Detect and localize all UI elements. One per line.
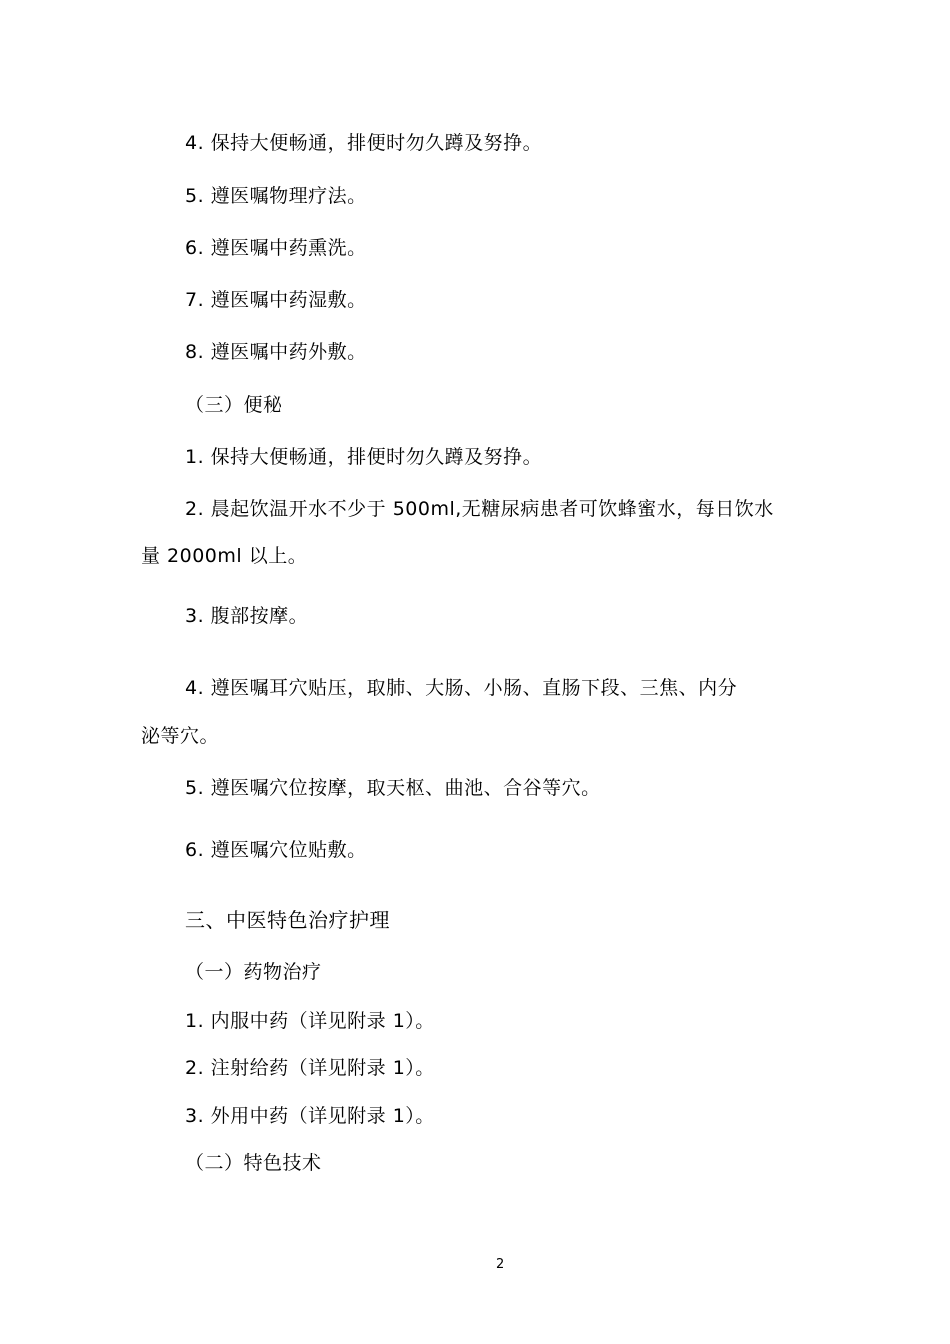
list-item-6-fumigation: 6. 遵医嘱中药熏洗。 [185,237,367,259]
drug-item-3: 3. 外用中药（详见附录 1）。 [185,1105,435,1127]
constipation-item-1: 1. 保持大便畅通，排便时勿久蹲及努挣。 [185,446,543,468]
subsection-heading-special-techniques: （二）特色技术 [185,1152,322,1174]
list-item-8-external-application: 8. 遵医嘱中药外敷。 [185,341,367,363]
constipation-item-4-line-2: 泌等穴。 [141,725,220,747]
page-number: 2 [496,1257,505,1272]
list-item-5-physiotherapy: 5. 遵医嘱物理疗法。 [185,185,367,207]
constipation-item-6: 6. 遵医嘱穴位贴敷。 [185,839,367,861]
subsection-heading-constipation: （三）便秘 [185,394,283,416]
drug-item-2: 2. 注射给药（详见附录 1）。 [185,1057,435,1079]
constipation-item-2-line-1: 2. 晨起饮温开水不少于 500ml,无糖尿病患者可饮蜂蜜水，每日饮水 [185,498,774,520]
section-heading-tcm-treatment: 三、中医特色治疗护理 [185,908,390,932]
drug-item-1: 1. 内服中药（详见附录 1）。 [185,1010,435,1032]
constipation-item-3: 3. 腹部按摩。 [185,605,309,627]
constipation-item-2-line-2: 量 2000ml 以上。 [141,545,308,567]
constipation-item-5: 5. 遵医嘱穴位按摩，取天枢、曲池、合谷等穴。 [185,777,601,799]
list-item-7-wet-compress: 7. 遵医嘱中药湿敷。 [185,289,367,311]
constipation-item-4-line-1: 4. 遵医嘱耳穴贴压，取肺、大肠、小肠、直肠下段、三焦、内分 [185,677,738,699]
list-item-4-defecation: 4. 保持大便畅通，排便时勿久蹲及努挣。 [185,132,543,154]
subsection-heading-drug-therapy: （一）药物治疗 [185,961,322,983]
